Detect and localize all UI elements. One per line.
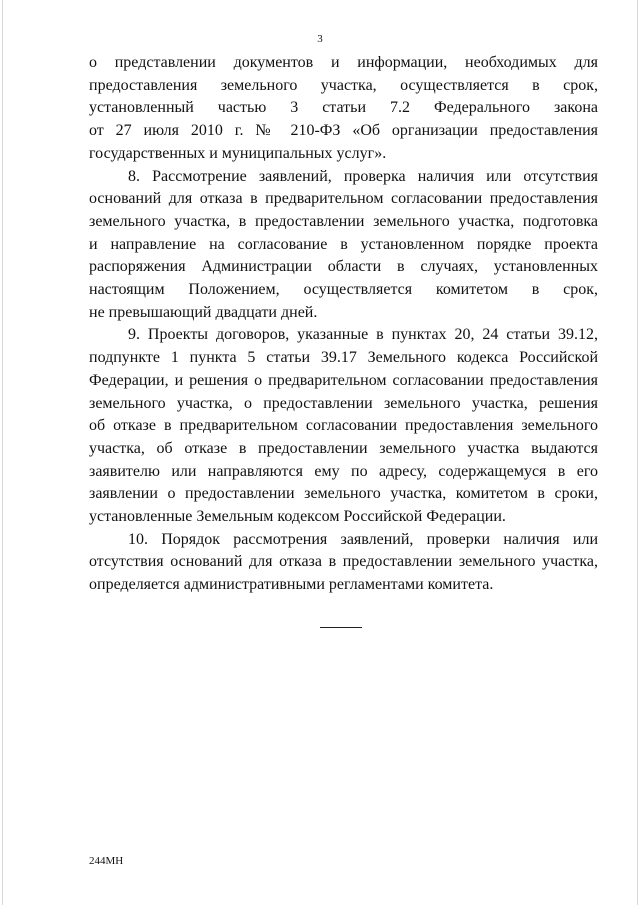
document-body	[89, 52, 598, 597]
text-line: отсутствия оснований для отказа в предоставлении земельного участка,	[89, 553, 598, 571]
text-line: Федерации, и решения о предварительном согласовании предоставления	[89, 371, 598, 389]
scan-edge-left	[2, 0, 3, 905]
text-line: 9. Проекты договоров, указанные в пунктах 20, 24 статьи 39.12,	[128, 326, 598, 344]
end-separator-line	[320, 627, 362, 628]
text-line: 8. Рассмотрение заявлений, проверка наличия или отсутствия	[128, 167, 598, 185]
text-line: земельного участка, в предоставлении земельного участка, подготовка	[89, 212, 598, 230]
text-line: настоящим Положением, осуществляется комитетом в срок,	[89, 281, 598, 299]
text-line: распоряжения Администрации области в случаях, установленных	[89, 258, 598, 276]
text-line: о представлении документов и информации, необходимых для	[89, 54, 598, 71]
text-line: земельного участка, о предоставлении земельного участка, решения	[89, 394, 598, 412]
paragraph-10	[89, 529, 598, 597]
text-line: участка, об отказе в предоставлении земельного участка выдаются	[89, 439, 598, 457]
text-line: оснований для отказа в предварительном согласовании предоставления	[89, 190, 598, 208]
text-line: установленные Земельным кодексом Российской Федерации.	[89, 508, 506, 526]
paragraph-continuation	[89, 52, 598, 166]
text-line: 10. Порядок рассмотрения заявлений, проверки наличия или	[128, 530, 598, 548]
paragraph-9	[89, 324, 598, 528]
paragraph-8	[89, 166, 598, 325]
text-line: установленный частью 3 статьи 7.2 Федерального закона	[89, 99, 598, 117]
text-line: не превышающий двадцати дней.	[89, 303, 318, 321]
page-number: 3	[317, 33, 323, 45]
scan-edge-right	[637, 0, 638, 905]
text-line: заявлении о предоставлении земельного участка, комитетом в сроки,	[89, 485, 598, 503]
text-line: государственных и муниципальных услуг».	[89, 144, 387, 162]
text-line: предоставления земельного участка, осуществляется в срок,	[89, 76, 598, 94]
text-line: об отказе в предварительном согласовании предоставления земельного	[89, 417, 598, 435]
text-line: подпункте 1 пункта 5 статьи 39.17 Земельного кодекса Российской	[89, 349, 598, 367]
text-line: заявителю или направляются ему по адресу, содержащемуся в его	[89, 462, 598, 480]
text-line: и направление на согласование в установленном порядке проекта	[89, 235, 598, 253]
text-line: от 27 июля 2010 г. № 210-ФЗ «Об организации предоставления	[89, 122, 598, 140]
document-code: 244МН	[89, 855, 124, 867]
text-line: определяется административными регламентами комитета.	[89, 576, 494, 594]
